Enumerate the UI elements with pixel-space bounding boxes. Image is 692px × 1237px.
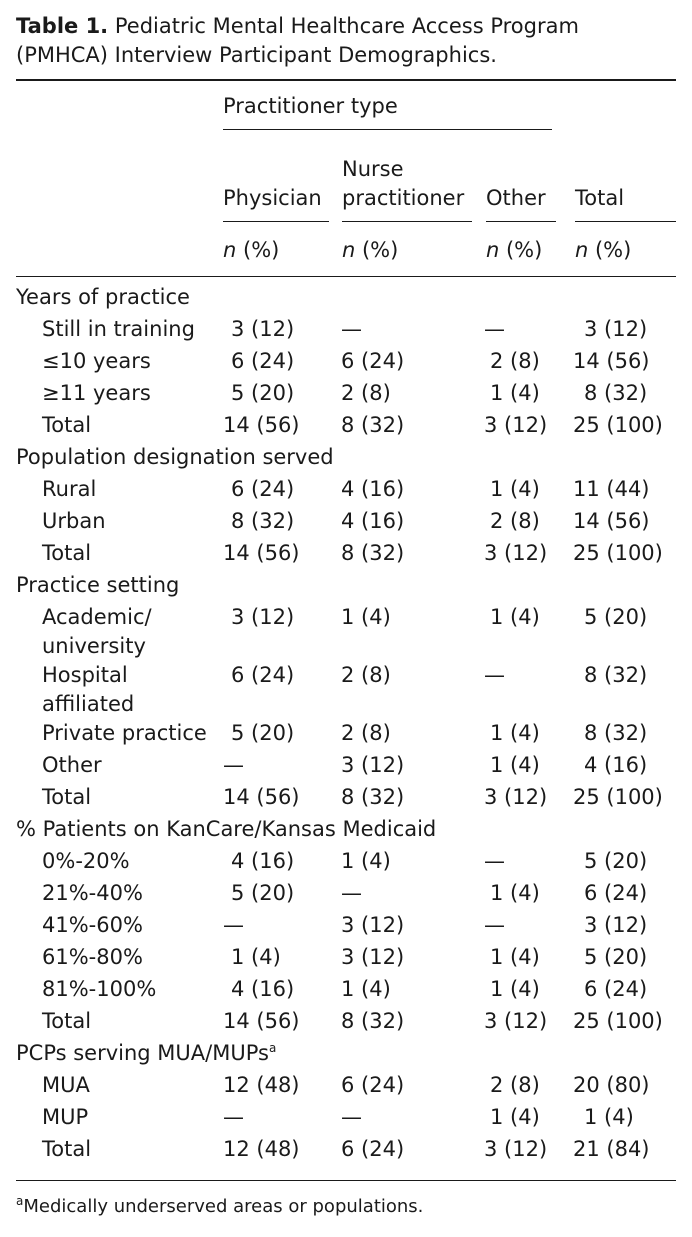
row-label: MUP	[42, 1105, 89, 1129]
table-cell: 1 (4)	[490, 753, 540, 777]
table-cell: 8 (32)	[584, 381, 648, 405]
row-label: Total	[42, 413, 92, 437]
table-cell: 8 (32)	[231, 509, 295, 533]
row-label: Total	[42, 1009, 92, 1033]
table-row	[16, 379, 676, 411]
row-label: Still in training	[42, 317, 195, 341]
col-rule-total	[575, 221, 676, 222]
row-label: Total	[42, 1137, 92, 1161]
table-row	[16, 507, 676, 539]
section-title-text: Practice setting	[16, 573, 180, 597]
table-cell: 5 (20)	[231, 721, 295, 745]
section-title-text: PCPs serving MUA/MUPs	[16, 1041, 269, 1065]
table-cell: 6 (24)	[231, 349, 295, 373]
table-cell: 21 (84)	[573, 1137, 650, 1161]
table-cell: 5 (20)	[231, 881, 295, 905]
table-row	[16, 879, 676, 911]
row-label: 61%-80%	[42, 945, 143, 969]
row-label: 41%-60%	[42, 913, 143, 937]
table-cell: 3 (12)	[484, 541, 548, 565]
table-cell: 3 (12)	[341, 753, 405, 777]
table-cell: 1 (4)	[490, 977, 540, 1001]
table-cell: —	[341, 1105, 362, 1129]
row-label: Urban	[42, 509, 106, 533]
row-label: ≥11 years	[42, 381, 151, 405]
table-cell: —	[484, 663, 505, 687]
table-row	[16, 1135, 676, 1167]
table-cell: —	[223, 913, 244, 937]
table-cell: —	[341, 881, 362, 905]
table-cell: 11 (44)	[573, 477, 650, 501]
table-row	[16, 603, 676, 661]
top-rule	[16, 79, 676, 81]
row-label: Hospital affiliated	[42, 663, 135, 716]
table-cell: 25 (100)	[573, 785, 663, 809]
row-label: Total	[42, 541, 92, 565]
table-cell: 1 (4)	[231, 945, 281, 969]
table-cell: 14 (56)	[573, 349, 650, 373]
table-cell: 3 (12)	[484, 1009, 548, 1033]
table-cell: 8 (32)	[341, 1009, 405, 1033]
table-caption	[16, 12, 676, 70]
data-table	[16, 283, 676, 1167]
table-row	[16, 475, 676, 507]
col-header-nurse-line1: Nurse	[342, 157, 404, 181]
section-title-text: Population designation served	[16, 445, 334, 469]
section-title	[16, 815, 676, 847]
table-row	[16, 975, 676, 1007]
table-cell: 1 (4)	[341, 849, 391, 873]
table-cell: 6 (24)	[584, 977, 648, 1001]
table-cell: 25 (100)	[573, 1009, 663, 1033]
section-row	[16, 283, 676, 315]
col-header-total: Total	[575, 186, 625, 210]
row-label: Other	[42, 753, 102, 777]
unit-physician: n (%)	[223, 238, 280, 262]
table-cell: 12 (48)	[223, 1073, 300, 1097]
table-row	[16, 347, 676, 379]
table-cell: 6 (24)	[231, 663, 295, 687]
section-title	[16, 571, 676, 603]
table-cell: 4 (16)	[341, 509, 405, 533]
col-rule-physician	[223, 221, 329, 222]
table-cell: 8 (32)	[584, 663, 648, 687]
table-cell: 20 (80)	[573, 1073, 650, 1097]
table-cell: 25 (100)	[573, 541, 663, 565]
table-cell: 6 (24)	[341, 1137, 405, 1161]
col-header-other: Other	[486, 186, 546, 210]
table-cell: 2 (8)	[490, 349, 540, 373]
footnote-text: Medically underserved areas or populations.	[23, 1196, 424, 1217]
table-cell: 6 (24)	[231, 477, 295, 501]
table-cell: 1 (4)	[584, 1105, 634, 1129]
table-cell: 3 (12)	[484, 413, 548, 437]
row-label: 0%-20%	[42, 849, 130, 873]
table-cell: 5 (20)	[231, 381, 295, 405]
section-row	[16, 571, 676, 603]
table-cell: 2 (8)	[341, 721, 391, 745]
table-cell: 14 (56)	[223, 541, 300, 565]
table-row	[16, 315, 676, 347]
table-cell: 8 (32)	[341, 413, 405, 437]
header-rule	[16, 276, 676, 277]
table-cell: 3 (12)	[484, 785, 548, 809]
table-cell: 3 (12)	[341, 913, 405, 937]
table-cell: —	[341, 317, 362, 341]
section-title-text: % Patients on KanCare/Kansas Medicaid	[16, 817, 437, 841]
section-row	[16, 815, 676, 847]
table-cell: 3 (12)	[584, 913, 648, 937]
table-cell: 3 (12)	[231, 605, 295, 629]
table-cell: 4 (16)	[231, 849, 295, 873]
table-cell: 6 (24)	[341, 1073, 405, 1097]
table-cell: 1 (4)	[490, 381, 540, 405]
table-cell: 4 (16)	[341, 477, 405, 501]
unit-total: n (%)	[575, 238, 632, 262]
table-cell: 14 (56)	[223, 413, 300, 437]
table-cell: 1 (4)	[341, 977, 391, 1001]
header-group-label: Practitioner type	[223, 94, 398, 118]
table-footnote	[16, 1195, 423, 1219]
table-row	[16, 751, 676, 783]
row-label: Total	[42, 785, 92, 809]
section-title	[16, 1039, 676, 1071]
table-cell: —	[484, 849, 505, 873]
row-label: 81%-100%	[42, 977, 157, 1001]
row-label: Private practice	[42, 721, 207, 745]
table-cell: 1 (4)	[341, 605, 391, 629]
table-cell: 25 (100)	[573, 413, 663, 437]
table-row	[16, 1103, 676, 1135]
table-cell: 3 (12)	[484, 1137, 548, 1161]
table-cell: 8 (32)	[341, 785, 405, 809]
footnote-marker: a	[16, 1194, 24, 1208]
col-rule-nurse	[342, 221, 472, 222]
row-label: 21%-40%	[42, 881, 143, 905]
col-rule-other	[486, 221, 556, 222]
table-cell: 5 (20)	[584, 849, 648, 873]
table-cell: 1 (4)	[490, 605, 540, 629]
col-header-physician: Physician	[223, 186, 322, 210]
table-cell: 3 (12)	[341, 945, 405, 969]
table-row	[16, 719, 676, 751]
group-rule	[223, 129, 552, 130]
section-title-text: Years of practice	[16, 285, 190, 309]
table-row	[16, 661, 676, 719]
table-title: Pediatric Mental Healthcare Access Program (PMHCA) Interview Participant Demographics.	[16, 14, 579, 67]
table-cell: 1 (4)	[490, 1105, 540, 1129]
table-label: Table 1.	[16, 14, 109, 38]
table-cell: 3 (12)	[584, 317, 648, 341]
row-label: Rural	[42, 477, 97, 501]
table-cell: 12 (48)	[223, 1137, 300, 1161]
table-cell: 6 (24)	[341, 349, 405, 373]
table-cell: 5 (20)	[584, 945, 648, 969]
unit-other: n (%)	[486, 238, 543, 262]
table-row	[16, 943, 676, 975]
unit-nurse: n (%)	[342, 238, 399, 262]
table-cell: 5 (20)	[584, 605, 648, 629]
table-row	[16, 411, 676, 443]
table-cell: 2 (8)	[490, 509, 540, 533]
row-label: ≤10 years	[42, 349, 151, 373]
table-row	[16, 539, 676, 571]
table-cell: 4 (16)	[231, 977, 295, 1001]
table-row	[16, 1071, 676, 1103]
table-cell: 1 (4)	[490, 881, 540, 905]
table-cell: 3 (12)	[231, 317, 295, 341]
section-row	[16, 1039, 676, 1071]
table-cell: 6 (24)	[584, 881, 648, 905]
table-row	[16, 783, 676, 815]
table-cell: 2 (8)	[341, 663, 391, 687]
table-cell: 8 (32)	[584, 721, 648, 745]
table-cell: 14 (56)	[573, 509, 650, 533]
section-row	[16, 443, 676, 475]
table-row	[16, 1007, 676, 1039]
table-cell: —	[223, 1105, 244, 1129]
table-row	[16, 847, 676, 879]
table-cell: —	[223, 753, 244, 777]
table-cell: 14 (56)	[223, 785, 300, 809]
table-cell: 14 (56)	[223, 1009, 300, 1033]
table-cell: 1 (4)	[490, 477, 540, 501]
table-cell: 8 (32)	[341, 541, 405, 565]
table-cell: —	[484, 913, 505, 937]
table-cell: 2 (8)	[490, 1073, 540, 1097]
table-cell: —	[484, 317, 505, 341]
bottom-rule	[16, 1180, 676, 1181]
table-row	[16, 911, 676, 943]
row-label: Academic/ university	[42, 605, 152, 658]
table-cell: 4 (16)	[584, 753, 648, 777]
section-title	[16, 283, 676, 315]
section-title	[16, 443, 676, 475]
col-header-nurse-line2: practitioner	[342, 186, 465, 210]
row-label: MUA	[42, 1073, 90, 1097]
table-cell: 1 (4)	[490, 721, 540, 745]
table-cell: 1 (4)	[490, 945, 540, 969]
footnote-ref: a	[268, 1041, 277, 1055]
table-cell: 2 (8)	[341, 381, 391, 405]
